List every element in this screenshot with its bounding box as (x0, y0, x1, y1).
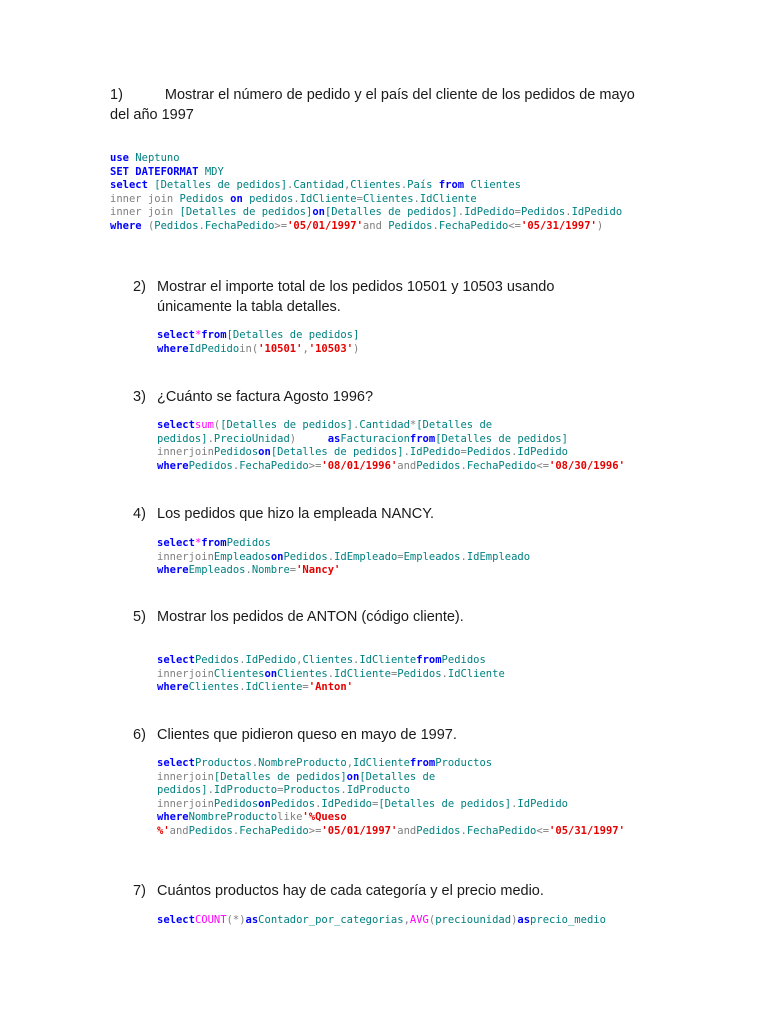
code-line (157, 811, 625, 825)
code-token: ( (428, 914, 436, 926)
code-token: ) (596, 219, 604, 232)
code-token: on (258, 446, 271, 459)
code-token: [Detalles de pedidos] (378, 797, 512, 810)
code-token: '08/30/1996' (549, 459, 625, 472)
question-5-text: Mostrar los pedidos de ANTON (código cliente). (157, 609, 464, 625)
code-token: . (245, 564, 252, 577)
code-token: from (409, 432, 436, 445)
code-line (157, 433, 625, 447)
code-token: Pedidos (213, 446, 259, 459)
code-line (157, 329, 359, 343)
code-token: , (403, 914, 410, 926)
code-token: . (198, 219, 205, 232)
code-token: (*) (226, 914, 246, 926)
code-token: FechaPedido (239, 824, 309, 837)
code-token: '05/31/1997' (549, 824, 625, 837)
code-token: * (409, 419, 417, 431)
code-token: IdCliente (447, 667, 505, 680)
code-token: and (397, 824, 417, 837)
code-token: . (353, 419, 360, 431)
code-token: . (207, 784, 214, 797)
code-token: Clientes (302, 654, 354, 666)
question-1-number: 1) (110, 87, 123, 103)
code-token: FechaPedido (438, 219, 509, 232)
code-token: where (110, 219, 142, 232)
code-token: and (397, 459, 417, 472)
code-token: IdCliente (353, 757, 410, 769)
code-token: [Detalles de pedidos] (220, 419, 353, 431)
code-line (110, 152, 622, 166)
code-token: . (400, 179, 408, 192)
code-token: = (302, 681, 309, 694)
code-line (157, 681, 505, 695)
code-line (110, 179, 622, 193)
code-token: [Detalles de pedidos] (226, 329, 360, 341)
code-token: . (460, 459, 467, 472)
code-token: >= (308, 459, 322, 472)
code-token: IdEmpleado (466, 550, 531, 563)
code-token: . (207, 432, 214, 445)
code-line (157, 825, 625, 839)
code-token: [Detalles de pedidos] (154, 179, 288, 192)
code-token: Pedidos (397, 667, 442, 680)
code-token: '10501' (258, 342, 303, 355)
code-token: select (110, 179, 148, 192)
question-6-heading (133, 726, 693, 746)
code-token: Contador_por_categorias (258, 914, 404, 926)
question-3-heading (133, 388, 693, 408)
code-token: . (327, 667, 335, 680)
code-block-6 (157, 757, 625, 839)
code-token: = (372, 797, 379, 810)
code-token: Empleados (188, 564, 246, 577)
code-token: . (460, 550, 467, 563)
code-line (157, 564, 530, 578)
code-token: '08/01/1996' (321, 459, 398, 472)
code-token: pedidos] (157, 432, 208, 445)
code-token: IdPedido (517, 797, 568, 810)
code-token: from (201, 537, 227, 549)
code-token: Clientes (213, 667, 265, 680)
code-token: . (403, 446, 410, 459)
code-token: from (409, 757, 436, 769)
code-token: as (245, 914, 259, 926)
code-token: %' (157, 824, 170, 837)
code-line (157, 537, 530, 551)
code-token: = (397, 550, 404, 563)
code-token: . (340, 784, 347, 797)
code-token: = (514, 206, 521, 219)
code-token: Empleados (213, 550, 271, 563)
code-token: in (239, 342, 252, 355)
code-token: IdEmpleado (334, 550, 398, 563)
code-token: '%Queso (302, 811, 347, 824)
code-token: IdProducto (346, 784, 410, 797)
code-token: . (353, 654, 360, 666)
code-line (157, 914, 606, 928)
code-token: on (230, 192, 243, 205)
code-token: pedidos (249, 192, 294, 205)
code-token: from (438, 179, 465, 192)
code-token: >= (274, 219, 288, 232)
code-token: IdCliente (359, 654, 417, 666)
code-token: where (157, 459, 189, 472)
code-token: = (289, 564, 297, 577)
code-token: where (157, 811, 189, 824)
code-token: like (277, 811, 303, 824)
code-token: from (201, 329, 227, 341)
code-line (157, 798, 625, 812)
code-token: NombreProducto (188, 811, 278, 824)
code-token: Facturacion (340, 432, 410, 445)
question-4-text: Los pedidos que hizo la empleada NANCY. (157, 506, 435, 522)
code-token: Pedidos (416, 459, 461, 472)
code-token: . (232, 459, 240, 472)
code-token: select (157, 329, 195, 341)
code-token: . (232, 824, 240, 837)
code-token: Neptuno (135, 152, 180, 164)
code-token: IdCliente (334, 667, 391, 680)
code-token: and (362, 219, 382, 232)
question-4-number: 4) (133, 506, 146, 522)
code-token: on (270, 550, 284, 563)
code-token: Productos (283, 784, 341, 797)
code-line (157, 784, 625, 798)
code-token: MDY (204, 165, 224, 178)
code-token: ) (353, 342, 360, 355)
code-token: . (239, 654, 246, 666)
code-token: [Detalles de pedidos] (324, 206, 458, 219)
code-token: IdPedido (245, 654, 297, 666)
code-token: Pedidos (283, 550, 328, 563)
code-token: IdCliente (299, 192, 357, 205)
question-2-text: Mostrar el importe total de los pedidos 10501 y 10503 usando (157, 279, 555, 295)
code-token: . (565, 206, 572, 219)
code-line (157, 343, 359, 357)
code-token: AVG (409, 914, 429, 926)
code-token: SET DATEFORMAT (110, 165, 199, 178)
code-token (296, 433, 328, 445)
code-token: on (258, 797, 271, 810)
code-token: Clientes (277, 667, 328, 680)
code-token: Pedidos (226, 537, 271, 549)
code-token: FechaPedido (466, 459, 537, 472)
question-2-text-line2: únicamente la tabla detalles. (157, 298, 341, 315)
code-token: on (264, 667, 278, 680)
question-1-heading (110, 86, 670, 125)
question-1-text: Mostrar el número de pedido y el país del cliente de los pedidos de mayo (164, 87, 635, 103)
code-token: preciounidad (435, 914, 512, 926)
code-token: * (194, 329, 202, 341)
code-token: >= (308, 824, 322, 837)
code-token: inner join (110, 192, 174, 205)
code-token: Clientes (470, 179, 521, 192)
code-token: FechaPedido (466, 824, 537, 837)
code-token: , (346, 757, 354, 769)
code-token: IdPedido (464, 206, 515, 219)
code-token: ) (511, 914, 518, 926)
code-line (157, 668, 505, 682)
code-token: '05/31/1997' (521, 219, 597, 232)
code-token: Pedidos (179, 192, 224, 205)
code-line (157, 419, 625, 433)
code-token: Clientes (188, 681, 240, 694)
question-5-number: 5) (133, 609, 146, 625)
code-token: . (239, 681, 246, 694)
code-token: select (157, 419, 195, 431)
code-token: Nombre (251, 564, 290, 577)
code-token: <= (508, 219, 522, 232)
code-token: <= (536, 459, 550, 472)
code-token: select (157, 654, 195, 666)
code-token: FechaPedido (239, 459, 309, 472)
code-line (157, 446, 625, 460)
code-block-4 (157, 537, 530, 578)
question-2-number: 2) (133, 279, 146, 295)
code-token: where (157, 681, 189, 694)
code-token: Pedidos (416, 824, 461, 837)
code-token: IdCliente (419, 192, 477, 205)
question-3-text: ¿Cuánto se factura Agosto 1996? (157, 389, 374, 405)
code-token: . (511, 446, 518, 459)
code-token: [Detalles de pedidos] (213, 770, 347, 783)
code-token: select (157, 537, 195, 549)
code-token: '10503' (308, 342, 354, 355)
code-token: IdPedido (188, 342, 240, 355)
question-5-heading (133, 608, 693, 628)
code-line (157, 551, 530, 565)
code-token: as (327, 432, 341, 445)
code-block-1 (110, 152, 622, 234)
code-token: Pedidos (188, 459, 233, 472)
code-token: Pedidos (270, 797, 316, 810)
question-6-number: 6) (133, 727, 146, 743)
code-token: . (460, 824, 467, 837)
code-token: ( (251, 342, 259, 355)
code-block-7 (157, 914, 606, 928)
code-token: IdPedido (409, 446, 461, 459)
code-token: Pedidos (520, 206, 566, 219)
code-token: PrecioUnidad (213, 432, 290, 445)
question-6-text: Clientes que pidieron queso en mayo de 1997. (157, 727, 457, 743)
code-token: on (312, 206, 325, 219)
code-token: FechaPedido (204, 219, 275, 232)
code-token: País (407, 179, 433, 192)
code-token: , (302, 342, 309, 355)
code-token: IdCliente (245, 681, 303, 694)
code-token: [Detalles de pedidos] (435, 432, 568, 445)
code-token: '05/01/1997' (321, 824, 398, 837)
code-block-5 (157, 654, 505, 695)
code-token: ) (289, 432, 297, 445)
code-token: . (511, 797, 518, 810)
code-token: innerjoin (157, 667, 214, 680)
code-line (110, 193, 622, 207)
code-line (157, 757, 625, 771)
code-token: where (157, 342, 189, 355)
code-token: pedidos] (157, 784, 208, 797)
code-token: select (157, 914, 195, 926)
code-token: = (277, 784, 284, 797)
code-token: innerjoin (157, 797, 214, 810)
code-token: Clientes (350, 179, 401, 192)
code-block-3 (157, 419, 625, 473)
code-token: precio_medio (530, 914, 606, 926)
code-token: Pedidos (466, 446, 512, 459)
code-line (110, 166, 622, 180)
code-token: . (251, 757, 259, 769)
code-token: = (390, 667, 398, 680)
code-token: COUNT (194, 914, 227, 926)
code-token: 'Nancy' (296, 564, 341, 577)
question-7-text: Cuántos productos hay de cada categoría y el precio medio. (157, 883, 544, 899)
code-token: * (194, 537, 202, 549)
code-token: = (356, 192, 363, 205)
code-token: and (169, 824, 189, 837)
code-token: [Detalles de pedidos] (179, 206, 313, 219)
code-token: '05/01/1997' (287, 219, 363, 232)
code-token: IdPedido (571, 206, 623, 219)
code-token: . (432, 219, 439, 232)
code-token: Empleados (403, 550, 461, 563)
code-token: innerjoin (157, 446, 214, 459)
code-block-2 (157, 329, 359, 356)
code-token: . (327, 550, 335, 563)
code-token: . (315, 797, 322, 810)
code-token: use (110, 152, 129, 164)
code-token: IdProducto (213, 784, 278, 797)
code-token: Pedidos (441, 654, 486, 666)
code-line (157, 771, 625, 785)
code-token: IdPedido (517, 446, 568, 459)
code-token: Productos (194, 757, 252, 769)
code-token: ( (213, 419, 221, 431)
code-token: Pedidos (194, 654, 240, 666)
code-token: inner join (110, 206, 174, 219)
code-token: [Detalles de (359, 770, 436, 783)
code-token: Pedidos (388, 219, 433, 232)
code-line (110, 206, 622, 220)
code-token: Pedidos (213, 797, 259, 810)
code-token: NombreProducto (258, 757, 347, 769)
code-token: . (293, 192, 300, 205)
code-token: . (457, 206, 465, 219)
code-line (157, 460, 625, 474)
code-token: , (296, 654, 303, 666)
code-token: as (517, 914, 531, 926)
question-2-heading (133, 278, 693, 317)
code-token: sum (194, 419, 214, 431)
code-token: ( (147, 219, 155, 232)
code-token: , (343, 179, 351, 192)
question-7-heading (133, 882, 693, 902)
code-token: select (157, 757, 195, 769)
code-token: . (287, 179, 294, 192)
code-token: Pedidos (154, 219, 199, 232)
code-token: Pedidos (188, 824, 233, 837)
code-token: [Detalles de (416, 419, 493, 431)
code-token: Cantidad (293, 179, 344, 192)
code-token: Clientes (362, 192, 414, 205)
code-token: Cantidad (359, 419, 410, 431)
code-token: [Detalles de pedidos] (270, 446, 404, 459)
question-4-heading (133, 505, 693, 525)
code-token: . (413, 192, 420, 205)
code-token: <= (536, 824, 550, 837)
code-token: 'Anton' (308, 681, 354, 694)
question-1-text-line2: del año 1997 (110, 106, 194, 123)
code-line (110, 220, 622, 234)
code-token: Productos (435, 757, 493, 769)
code-token: IdPedido (321, 797, 372, 810)
code-line (157, 654, 505, 668)
code-token: on (346, 770, 360, 783)
question-3-number: 3) (133, 389, 146, 405)
code-token: from (416, 654, 442, 666)
code-token: innerjoin (157, 550, 214, 563)
code-token: = (460, 446, 467, 459)
code-token: where (157, 564, 189, 577)
question-7-number: 7) (133, 883, 146, 899)
code-token: . (441, 667, 448, 680)
code-token: innerjoin (157, 770, 214, 783)
